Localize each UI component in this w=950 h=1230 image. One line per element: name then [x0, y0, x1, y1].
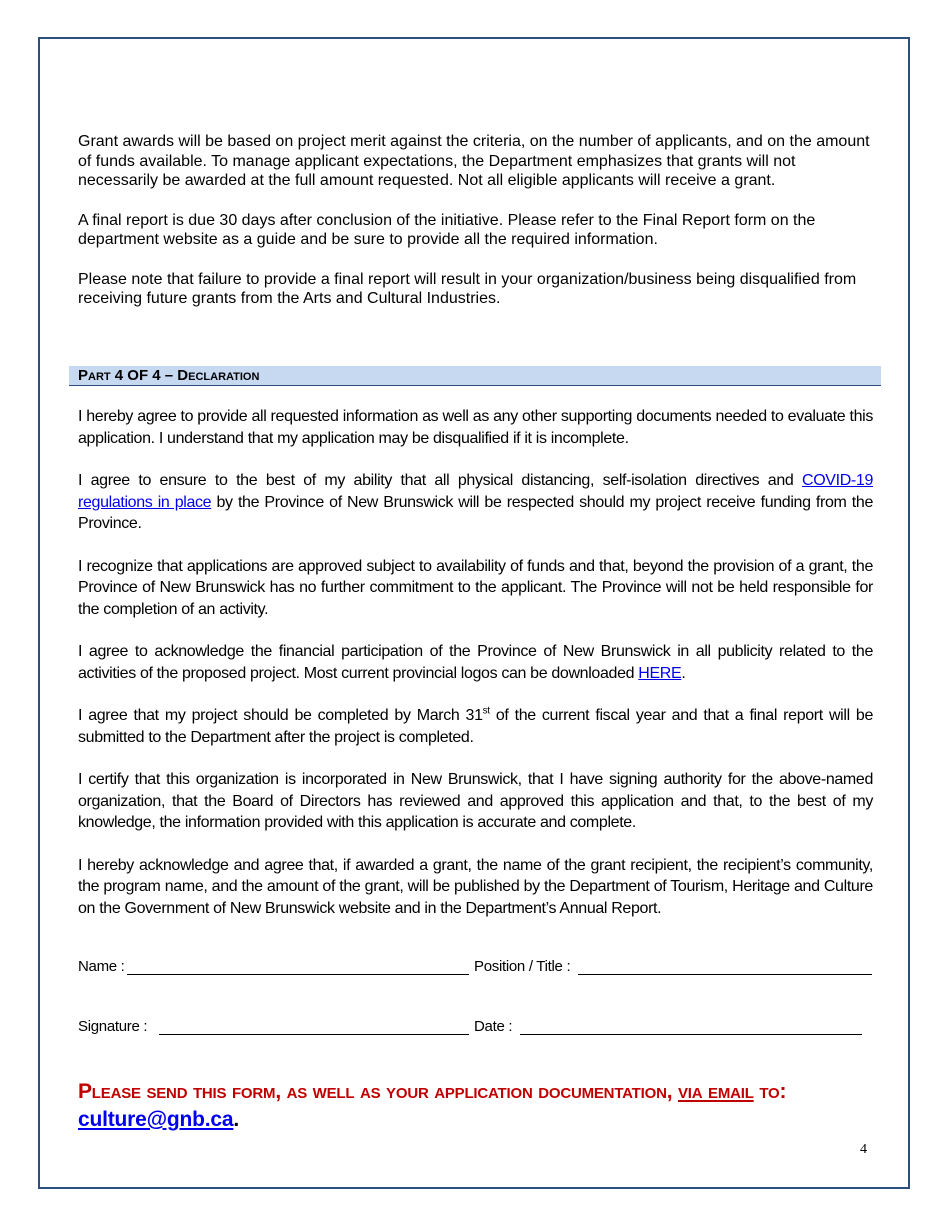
declaration-paragraph: I hereby agree to provide all requested information as well as any other supporting documents needed to evaluate this application. I understand that my application may be disqualified if it is incomplete. [78, 408, 873, 447]
declaration-section [78, 406, 873, 940]
email-link[interactable]: culture@gnb.ca [78, 1108, 234, 1131]
declaration-paragraph: I agree that my project should be completed by March 31st of the current fiscal year and that a final report will be submitted to the Department after the project is completed. [78, 705, 873, 746]
declaration-paragraph: I agree to ensure to the best of my ability that all physical distancing, self-isolation directives and COVID-19 regulations in place by the Province of New Brunswick will be respected should my project receive funding from the Province. [78, 472, 873, 532]
position-input-line[interactable] [578, 960, 872, 975]
declaration-paragraph: I hereby acknowledge and agree that, if awarded a grant, the name of the grant recipient, the recipient’s community, the program name, and the amount of the grant, will be published by the Department of Tourism, Heritage and Culture on the Government of New Brunswick website and in the Department’s Annual Report. [78, 856, 873, 917]
declaration-paragraph: I certify that this organization is incorporated in New Brunswick, that I have signing authority for the above-named organization, that the Board of Directors has reviewed and approved this application and that, to the best of my knowledge, the information provided with this application is accurate and complete. [78, 771, 873, 831]
position-label: Position / Title : [474, 958, 571, 975]
submission-instructions: Please send this form, as well as your application documentation, via email to: culture@gnb.ca. [78, 1080, 787, 1131]
logos-download-link[interactable]: HERE [638, 664, 682, 682]
name-field[interactable] [78, 958, 469, 975]
date-label: Date : [474, 1018, 513, 1035]
signature-label: Signature : [78, 1018, 148, 1035]
page-number: 4 [860, 1142, 867, 1157]
name-input-line[interactable] [127, 960, 469, 975]
signature-field[interactable] [78, 1018, 469, 1035]
section-header-declaration: Part 4 OF 4 – Declaration [69, 366, 881, 386]
position-field[interactable] [474, 958, 872, 975]
declaration-paragraph: I recognize that applications are approved subject to availability of funds and that, beyond the provision of a grant, the Province of New Brunswick has no further commitment to the applicant. The Province will not be held responsible for the completion of an activity. [78, 557, 873, 618]
covid-regulations-link[interactable]: COVID-19 regulations in place [78, 472, 873, 511]
intro-paragraph: Grant awards will be based on project merit against the criteria, on the number of applicants, and on the amount of funds available. To manage applicant expectations, the Department emphasizes that grants will not necessarily be awarded at the full amount requested. Not all eligible applicants will receive a grant. [78, 133, 870, 189]
intro-section [78, 132, 873, 329]
declaration-paragraph: I agree to acknowledge the financial participation of the Province of New Brunswick in all publicity related to the activities of the proposed project. Most current provincial logos can be downloaded HERE. [78, 643, 873, 682]
date-field[interactable] [474, 1018, 862, 1035]
name-label: Name : [78, 958, 125, 975]
signature-input-line[interactable] [159, 1020, 469, 1035]
date-input-line[interactable] [520, 1020, 862, 1035]
intro-paragraph: Please note that failure to provide a final report will result in your organization/business being disqualified from receiving future grants from the Arts and Cultural Industries. [78, 270, 857, 307]
intro-paragraph: A final report is due 30 days after conclusion of the initiative. Please refer to the Final Report form on the department website as a guide and be sure to provide all the required information. [78, 211, 816, 248]
